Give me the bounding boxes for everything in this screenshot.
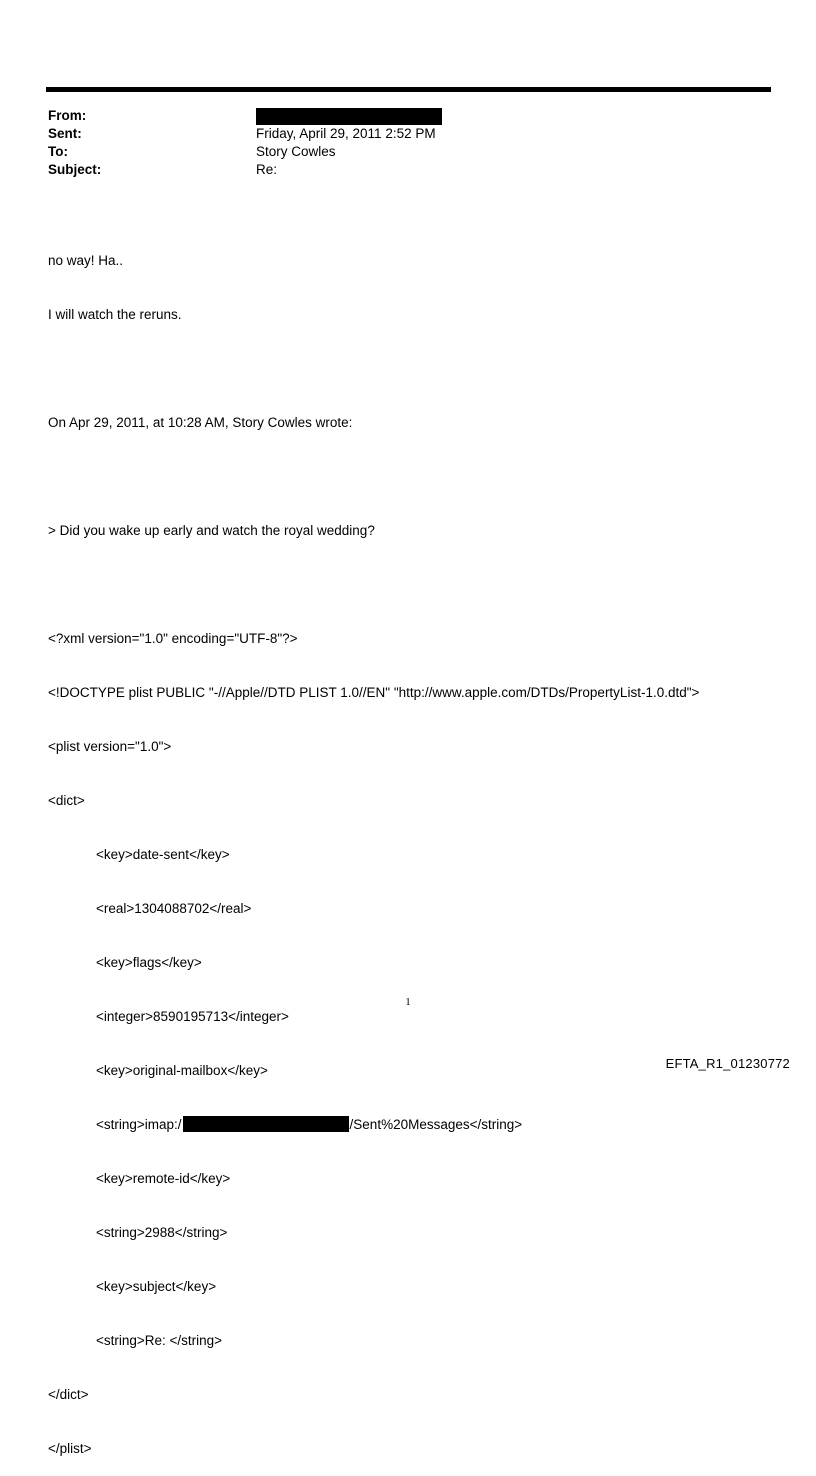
plist-key-flags: <key>flags</key> xyxy=(96,955,202,970)
imap-suffix: /Sent%20Messages</string> xyxy=(349,1117,523,1132)
header-divider xyxy=(46,87,771,92)
plist-integer-value: <integer>8590195713</integer> xyxy=(96,1009,289,1024)
plist-key-date-sent: <key>date-sent</key> xyxy=(96,847,230,862)
from-label: From: xyxy=(48,108,87,123)
plist-key-original-mailbox: <key>original-mailbox</key> xyxy=(96,1063,268,1078)
quoted-text: > Did you wake up early and watch the royal wedding? xyxy=(48,523,375,538)
spacer xyxy=(48,576,699,594)
plist-string-re: <string>Re: </string> xyxy=(96,1333,223,1348)
to-value: Story Cowles xyxy=(256,144,336,159)
subject-label: Subject: xyxy=(48,162,102,177)
doctype-line: <!DOCTYPE plist PUBLIC "-//Apple//DTD PLIST 1.0//EN" "http://www.apple.com/DTDs/PropertyList-1.0.dtd"> xyxy=(48,685,700,700)
to-label: To: xyxy=(48,144,68,159)
body-line: no way! Ha.. xyxy=(48,253,124,268)
page-number: 1 xyxy=(405,996,411,1008)
plist-open: <plist version="1.0"> xyxy=(48,739,172,754)
sent-label: Sent: xyxy=(48,126,82,141)
redaction-block xyxy=(183,1116,349,1132)
redaction-block xyxy=(256,108,442,125)
plist-key-subject: <key>subject</key> xyxy=(96,1279,217,1294)
quote-intro: On Apr 29, 2011, at 10:28 AM, Story Cowles wrote: xyxy=(48,415,353,430)
sent-value: Friday, April 29, 2011 2:52 PM xyxy=(256,126,436,141)
xml-declaration: <?xml version="1.0" encoding="UTF-8"?> xyxy=(48,631,298,646)
dict-open: <dict> xyxy=(48,793,85,808)
dict-close: </dict> xyxy=(48,1387,89,1402)
bates-number: EFTA_R1_01230772 xyxy=(665,1056,790,1071)
from-value xyxy=(256,107,442,125)
spacer xyxy=(48,468,699,486)
body-line: I will watch the reruns. xyxy=(48,307,182,322)
plist-string-2988: <string>2988</string> xyxy=(96,1225,228,1240)
plist-close: </plist> xyxy=(48,1441,92,1456)
plist-key-remote-id: <key>remote-id</key> xyxy=(96,1171,231,1186)
imap-prefix: <string>imap:/ xyxy=(96,1117,182,1132)
plist-real-value: <real>1304088702</real> xyxy=(96,901,252,916)
subject-value: Re: xyxy=(256,162,278,177)
plist-imap-string xyxy=(48,1116,699,1134)
email-body xyxy=(48,216,699,1476)
spacer xyxy=(48,360,699,378)
